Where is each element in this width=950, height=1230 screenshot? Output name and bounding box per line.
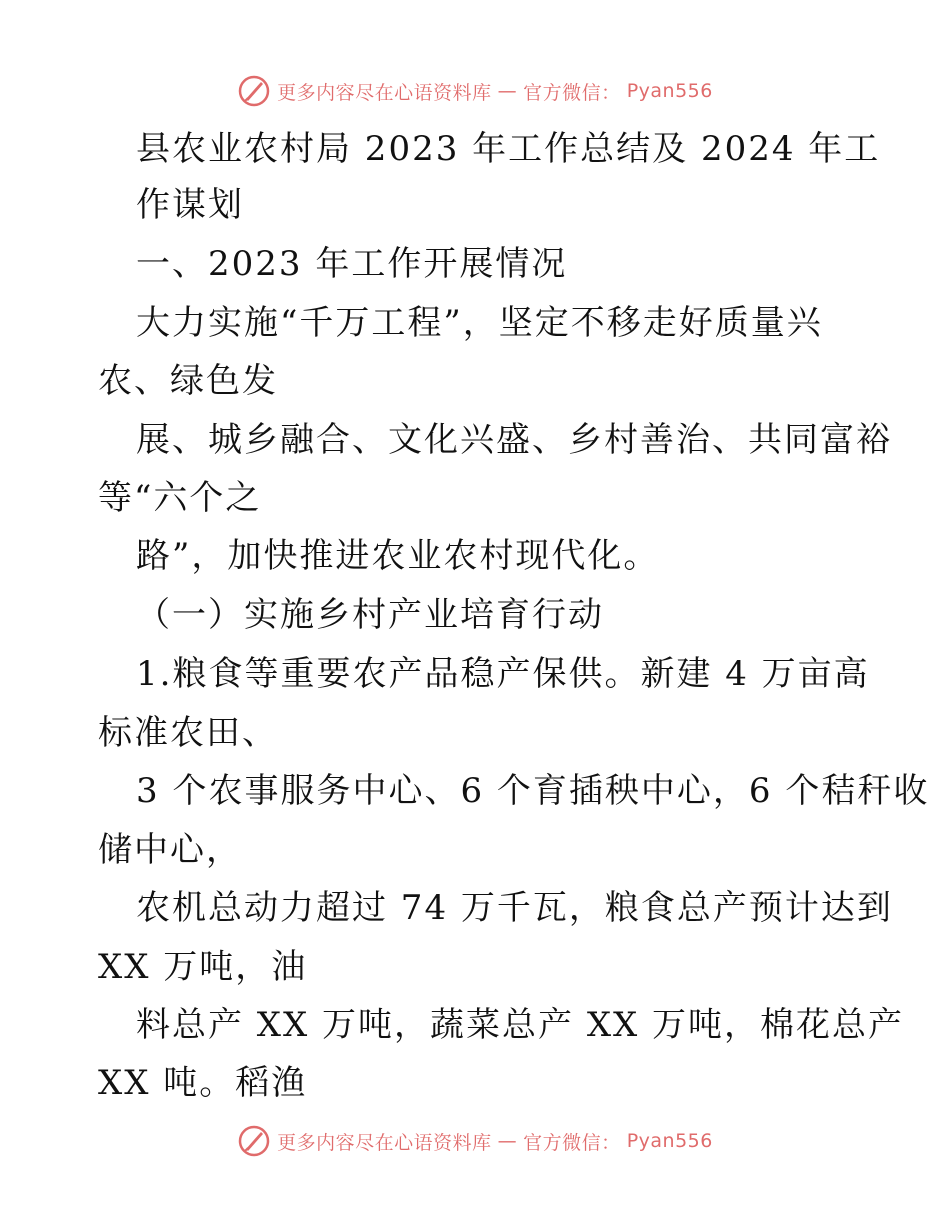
- title-line-1: 县农业农村局 2023 年工作总结及 2024 年工: [136, 129, 881, 169]
- title-line-2: 作谋划: [136, 185, 244, 225]
- header-watermark: [0, 74, 950, 108]
- paragraph-line: 路”，加快推进农业农村现代化。: [136, 536, 660, 576]
- watermark-text: 更多内容尽在心语资料库: [277, 1131, 492, 1154]
- paragraph-line: 大力实施“千万工程”，坚定不移走好质量兴: [136, 303, 823, 343]
- paragraph-line: 储中心，: [98, 830, 242, 870]
- paragraph-line: 展、城乡融合、文化兴盛、乡村善治、共同富裕: [136, 420, 892, 460]
- paragraph-line: 料总产 XX 万吨，蔬菜总产 XX 万吨，棉花总产: [136, 1005, 905, 1045]
- watermark-official: 官方微信：: [523, 81, 621, 104]
- paragraph-line: 标准农田、: [98, 713, 278, 753]
- section-heading: 一、2023 年工作开展情况: [136, 244, 568, 284]
- paragraph-line: 农机总动力超过 74 万千瓦，粮食总产预计达到: [136, 888, 893, 928]
- paragraph-line: 1.粮食等重要农产品稳产保供。新建 4 万亩高: [136, 654, 870, 694]
- quill-logo-icon: [237, 74, 271, 108]
- watermark-wechat-id: Pyan556: [626, 80, 713, 102]
- watermark-separator: —: [497, 1130, 518, 1152]
- watermark-text: 更多内容尽在心语资料库: [277, 81, 492, 104]
- watermark-wechat-id: Pyan556: [626, 1130, 713, 1152]
- watermark-official: 官方微信：: [523, 1131, 621, 1154]
- paragraph-line: 农、绿色发: [98, 361, 278, 401]
- paragraph-line: 3 个农事服务中心、6 个育插秧中心，6 个秸秆收: [136, 771, 930, 811]
- paragraph-line: 等“六个之: [98, 478, 262, 518]
- paragraph-line: XX 吨。稻渔: [98, 1063, 308, 1103]
- subsection-heading: （一）实施乡村产业培育行动: [136, 595, 604, 635]
- quill-logo-icon: [237, 1124, 271, 1158]
- watermark-separator: —: [497, 80, 518, 102]
- paragraph-line: XX 万吨，油: [98, 947, 308, 987]
- footer-watermark: [0, 1124, 950, 1158]
